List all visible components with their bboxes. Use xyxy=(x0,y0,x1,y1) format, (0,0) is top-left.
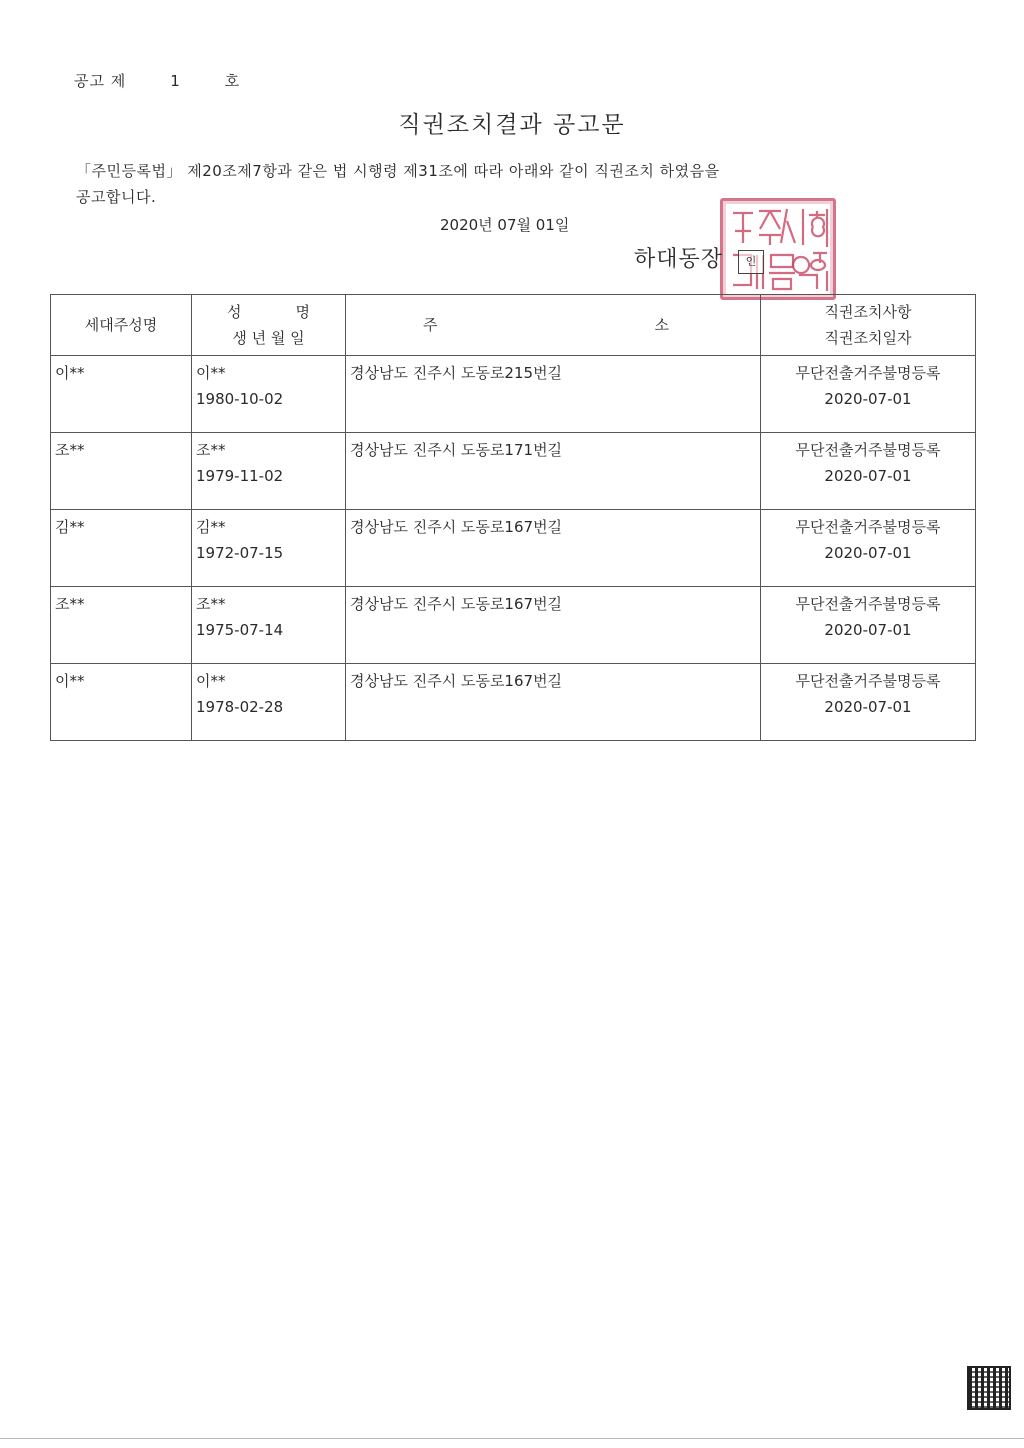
cell-name-birth xyxy=(192,433,346,510)
cell-name-birth xyxy=(192,356,346,433)
header-action-date: 직권조치일자 xyxy=(824,329,912,347)
cell-householder: 조** xyxy=(51,587,192,664)
cell-address: 경상남도 진주시 도동로167번길 xyxy=(346,587,761,664)
cell-birth: 1972-07-15 xyxy=(196,544,284,562)
cell-address: 경상남도 진주시 도동로167번길 xyxy=(346,664,761,741)
cell-action xyxy=(761,587,976,664)
cell-name-birth xyxy=(192,510,346,587)
cell-householder: 이** xyxy=(51,356,192,433)
seal-mark: 인 xyxy=(738,250,764,274)
table-header-row xyxy=(51,295,976,356)
notice-number xyxy=(74,70,240,91)
table-row xyxy=(51,587,976,664)
cell-name: 이** xyxy=(196,672,226,690)
notice-date: 2020년 07월 01일 xyxy=(440,216,570,234)
notice-prefix: 공고 제 xyxy=(74,72,127,90)
cell-name-birth xyxy=(192,664,346,741)
qr-code-icon xyxy=(967,1366,1011,1410)
header-name-a: 성 xyxy=(227,303,242,321)
cell-action-date: 2020-07-01 xyxy=(824,698,912,716)
cell-name: 조** xyxy=(196,441,226,459)
table-row xyxy=(51,356,976,433)
notice-no: 1 xyxy=(170,72,181,90)
cell-birth: 1980-10-02 xyxy=(196,390,284,408)
header-addr-a: 주 xyxy=(423,316,438,334)
signer-title: 하대동장 xyxy=(634,247,724,272)
cell-address: 경상남도 진주시 도동로171번길 xyxy=(346,433,761,510)
cell-address: 경상남도 진주시 도동로215번길 xyxy=(346,356,761,433)
document-title: 직권조치결과 공고문 xyxy=(398,112,626,138)
cell-action-label: 무단전출거주불명등록 xyxy=(795,364,941,382)
cell-name: 김** xyxy=(196,518,226,536)
official-seal-stamp xyxy=(720,198,836,300)
header-birth: 생 년 월 일 xyxy=(232,329,305,347)
records-table xyxy=(50,294,976,741)
header-name-b: 명 xyxy=(295,303,310,321)
cell-action xyxy=(761,356,976,433)
cell-householder: 조** xyxy=(51,433,192,510)
seal-glyphs xyxy=(723,201,833,297)
cell-householder: 김** xyxy=(51,510,192,587)
cell-action-date: 2020-07-01 xyxy=(824,467,912,485)
cell-action-date: 2020-07-01 xyxy=(824,544,912,562)
cell-birth: 1979-11-02 xyxy=(196,467,284,485)
header-addr-b: 소 xyxy=(654,316,669,334)
header-address xyxy=(346,295,761,356)
header-action-label: 직권조치사항 xyxy=(824,303,912,321)
cell-action-label: 무단전출거주불명등록 xyxy=(795,518,941,536)
cell-action-label: 무단전출거주불명등록 xyxy=(795,595,941,613)
notice-body-line-2: 공고합니다. xyxy=(76,188,157,206)
cell-address: 경상남도 진주시 도동로167번길 xyxy=(346,510,761,587)
cell-name: 이** xyxy=(196,364,226,382)
cell-birth: 1978-02-28 xyxy=(196,698,284,716)
cell-action xyxy=(761,433,976,510)
cell-action-date: 2020-07-01 xyxy=(824,621,912,639)
table-row xyxy=(51,433,976,510)
cell-name-birth xyxy=(192,587,346,664)
cell-action-label: 무단전출거주불명등록 xyxy=(795,441,941,459)
cell-action xyxy=(761,510,976,587)
cell-name: 조** xyxy=(196,595,226,613)
notice-body-line-1: 「주민등록법」 제20조제7항과 같은 법 시행령 제31조에 따라 아래와 같이 직권조치 하였음을 xyxy=(76,162,720,180)
table-row xyxy=(51,510,976,587)
header-name-birth xyxy=(192,295,346,356)
table-row xyxy=(51,664,976,741)
notice-suffix: 호 xyxy=(224,72,241,90)
cell-householder: 이** xyxy=(51,664,192,741)
cell-action xyxy=(761,664,976,741)
cell-action-label: 무단전출거주불명등록 xyxy=(795,672,941,690)
page-bottom-rule xyxy=(0,1438,1024,1439)
cell-birth: 1975-07-14 xyxy=(196,621,284,639)
header-householder: 세대주성명 xyxy=(51,295,192,356)
header-action xyxy=(761,295,976,356)
cell-action-date: 2020-07-01 xyxy=(824,390,912,408)
